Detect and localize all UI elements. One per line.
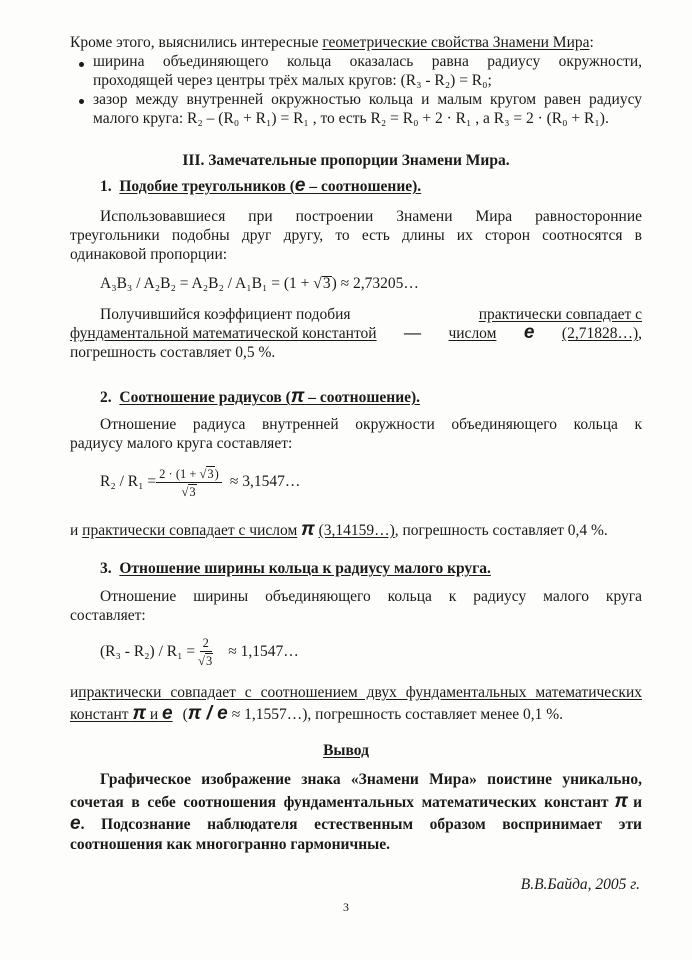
intro-colon: : — [589, 34, 594, 51]
text: ≈ 1,1557…), погрешность составляет менее 0,1 %. — [231, 706, 564, 723]
text: и — [149, 706, 159, 723]
text: и — [633, 794, 642, 811]
bullet-2-line-1: зазор между внутренней окружностью кольца и малым кругом равен радиусу — [93, 91, 642, 108]
sqrt-sign: √ — [313, 275, 322, 292]
heading-text: Соотношение радиусов ( — [119, 389, 291, 406]
conclusion-line-2 — [70, 793, 642, 813]
e-symbol: e — [523, 322, 535, 343]
section-2-heading — [100, 388, 420, 408]
s2-p1-line-2: радиусу малого круга составляет: — [70, 435, 293, 452]
s1-p1-line-3: одинаковой пропорции: — [70, 246, 228, 263]
conclusion-line-1: Графическое изображение знака «Знамени Мира» поистине уникально, — [100, 771, 642, 788]
sqrt-value: 3 — [207, 466, 214, 481]
fraction-denominator: √3 — [198, 654, 213, 668]
paren: ( — [182, 706, 188, 723]
pi-symbol: π — [614, 791, 629, 812]
heading-text: Отношение ширины кольца к радиусу малого круга. — [119, 560, 491, 577]
conclusion-line-4: соотношения как многогранно гармоничные. — [70, 836, 391, 853]
e-symbol: e — [162, 703, 173, 724]
conclusion-line-3 — [70, 815, 642, 835]
conclusion-title — [0, 742, 692, 761]
s2-p2 — [70, 521, 608, 541]
section-title: III. Замечательные пропорции Знамени Мира. — [182, 152, 510, 169]
sqrt-value: 3 — [189, 484, 196, 499]
underlined-text: практически совпадает с числом — [82, 522, 298, 539]
sqrt-value: 3 — [322, 275, 331, 292]
formula-result: ) ≈ 2,73205… — [331, 275, 419, 292]
heading-text-end: – соотношение). — [305, 178, 422, 195]
bullet-1-line-2: проходящей через центры трёх малых кругов: (R₃ - R₂) = R₀; — [93, 72, 492, 89]
fraction — [156, 466, 222, 499]
pi-symbol: π — [290, 386, 305, 407]
dash: — — [404, 323, 422, 342]
underlined-text: практически совпадает с — [478, 306, 642, 323]
s3-p2-line-2 — [70, 705, 563, 725]
bullet-dot — [79, 62, 84, 67]
underlined-text: фундаментальной математической константой — [70, 325, 377, 342]
bullet-2-line-2: малого круга: R₂ – (R₀ + R₁) = R₁ , то есть R₂ = R₀ + 2 · R₁ , а R₃ = 2 · (R₀ + R₁). — [93, 110, 609, 127]
heading-number: 3. — [100, 560, 112, 577]
text: сочетая в себе соотношения фундаментальных математических констант — [70, 794, 609, 811]
pi-over-e-symbol: π / e — [187, 703, 228, 724]
s3-p1-line-1: Отношение ширины объединяющего кольца к радиусу малого круга — [100, 588, 642, 605]
s1-p1-line-1: Использовавшиеся при построении Знамени Мира равносторонние — [100, 208, 642, 225]
pi-symbol: π — [301, 519, 315, 540]
underlined-text: числом — [448, 325, 497, 342]
text: . Подсознание наблюдателя естественным образом воспринимает эти — [80, 816, 642, 833]
s1-formula — [100, 275, 419, 294]
fraction-numerator: 2 — [200, 636, 212, 652]
underlined-value: (3,14159…) — [318, 522, 395, 539]
text: и — [70, 522, 83, 539]
s3-p2-line-1 — [70, 684, 642, 703]
s1-p2-line-1 — [100, 306, 642, 325]
sqrt-value: 3 — [206, 654, 213, 668]
section-3-heading — [100, 560, 491, 579]
underlined-text: практически совпадает с соотношением двух фундаментальных математических — [78, 684, 642, 701]
underlined-group — [70, 705, 173, 725]
s1-p2-line-2 — [70, 324, 642, 344]
conclusion-title-text: Вывод — [323, 742, 369, 759]
section-1-heading — [100, 177, 421, 197]
s1-p1-line-2: треугольники подобны друг другу, то есть длины их сторон соотносятся в — [70, 227, 642, 244]
bullet-1-line-1: ширина объединяющего кольца оказалась равна радиусу окружности, — [93, 53, 642, 70]
text: 2 · (1 + — [159, 466, 200, 481]
e-symbol: e — [70, 813, 81, 834]
heading-number: 2. — [100, 389, 112, 406]
text: , погрешность составляет 0,4 %. — [394, 522, 608, 539]
pi-symbol: π — [132, 703, 146, 724]
heading-text: Подобие треугольников ( — [119, 178, 295, 195]
formula-text: A₃B₃ / A₂B₂ = A₂B₂ / A₁B₁ = (1 + — [100, 275, 314, 292]
formula-result: ≈ 1,1547… — [228, 642, 299, 660]
bullet-dot — [79, 99, 84, 104]
page-number: 3 — [343, 900, 349, 914]
formula-text: R₂ / R₁ = — [100, 472, 157, 490]
text: Получившийся коэффициент подобия — [100, 306, 351, 323]
intro-line — [70, 34, 594, 53]
formula-text: (R₃ - R₂) / R₁ = — [100, 642, 196, 660]
e-symbol: e — [294, 175, 306, 196]
fraction-numerator: 2 · (1 + √3) — [156, 466, 222, 483]
s3-p1-line-2: составляет: — [70, 607, 146, 624]
s2-p1-line-1: Отношение радиуса внутренней окружности объединяющего кольца к — [100, 416, 642, 433]
s1-p2-line-3: погрешность составляет 0,5 %. — [70, 344, 276, 361]
fraction — [195, 636, 216, 668]
s3-formula — [100, 632, 299, 672]
underlined-value: (2,71828…) — [561, 325, 639, 342]
intro-text: Кроме этого, выяснились интересные — [70, 34, 323, 51]
comma: , — [638, 325, 642, 342]
signature: В.В.Байда, 2005 г. — [520, 876, 640, 893]
formula-result: ≈ 3,1547… — [229, 472, 301, 490]
fraction-denominator: √3 — [181, 484, 196, 499]
heading-text-end: – соотношение). — [304, 389, 421, 406]
heading-number: 1. — [100, 178, 112, 195]
text: констант — [70, 706, 129, 723]
text: и — [70, 684, 79, 701]
text: ) — [214, 466, 219, 481]
s2-formula — [100, 462, 300, 502]
intro-underlined-text: геометрические свойства Знамени Мира — [322, 34, 590, 51]
